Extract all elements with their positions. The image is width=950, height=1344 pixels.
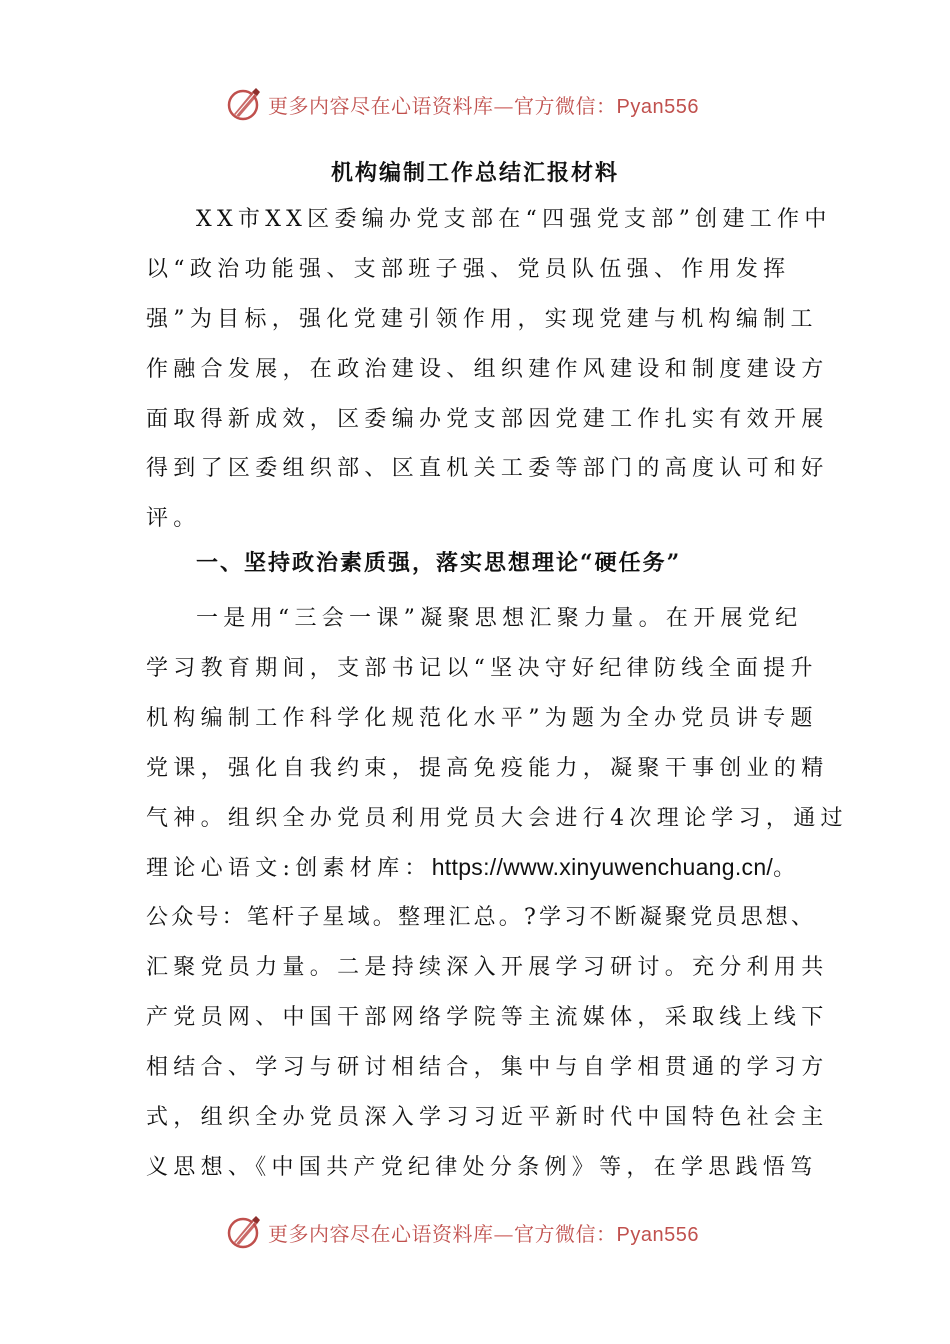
text-line: 得到了区委组织部、区直机关工委等部门的高度认可和好 — [146, 456, 829, 482]
text-line: 以“政治功能强、支部班子强、党员队伍强、作用发挥 — [146, 256, 791, 282]
footer-watermark-banner — [0, 1212, 950, 1252]
section-heading: 一、坚持政治素质强，落实思想理论“硬任务” — [196, 550, 682, 576]
text-line: 作融合发展，在政治建设、组织建作风建设和制度建设方 — [146, 356, 829, 382]
banner-text: 更多内容尽在心语资料库—官方微信：Pyan556 — [268, 1222, 699, 1246]
section1-paragraph — [146, 594, 848, 1193]
source-url-link[interactable]: https://www.xinyuwenchuang.cn/ — [431, 854, 774, 881]
text-line: 强”为目标，强化党建引领作用，实现党建与机构编制工 — [146, 306, 818, 332]
text-line: 面取得新成效，区委编办党支部因党建工作扎实有效开展 — [146, 406, 829, 432]
text-line: 评。 — [146, 506, 201, 532]
text-line: 学习教育期间，支部书记以“坚决守好纪律防线全面提升 — [146, 655, 818, 681]
pen-nib-circle-icon — [226, 84, 264, 122]
text-line: 相结合、学习与研讨相结合，集中与自学相贯通的学习方 — [146, 1055, 829, 1081]
text-line: 公众号：笔杆子星域。整理汇总。?学习不断凝聚党员思想、 — [146, 905, 817, 931]
pen-nib-circle-icon — [226, 1212, 264, 1250]
intro-paragraph — [146, 195, 832, 544]
document-title: 机构编制工作总结汇报材料 — [330, 160, 619, 186]
text-line: 汇聚党员力量。二是持续深入开展学习研讨。充分利用共 — [146, 955, 829, 981]
text-line: 气神。组织全办党员利用党员大会进行4次理论学习，通过 — [146, 805, 848, 831]
header-watermark-banner — [0, 84, 950, 124]
url-line: 理论心语文:创素材库：https://www.xinyuwenchuang.cn/。 — [146, 854, 801, 882]
banner-text: 更多内容尽在心语资料库—官方微信：Pyan556 — [268, 94, 699, 118]
text-line: 机构编制工作科学化规范化水平”为题为全办党员讲专题 — [146, 705, 818, 731]
text-line: 一是用“三会一课”凝聚思想汇聚力量。在开展党纪 — [196, 606, 803, 631]
text-line: 式，组织全办党员深入学习习近平新时代中国特色社会主 — [146, 1104, 829, 1130]
text-line: XX市XX区委编办党支部在“四强党支部”创建工作中 — [196, 207, 832, 232]
text-line: 党课，强化自我约束，提高免疫能力，凝聚干事创业的精 — [146, 755, 829, 781]
text-line: 产党员网、中国干部网络学院等主流媒体，采取线上线下 — [146, 1005, 829, 1031]
text-line: 义思想、《中国共产党纪律处分条例》等，在学思践悟笃 — [146, 1154, 818, 1180]
